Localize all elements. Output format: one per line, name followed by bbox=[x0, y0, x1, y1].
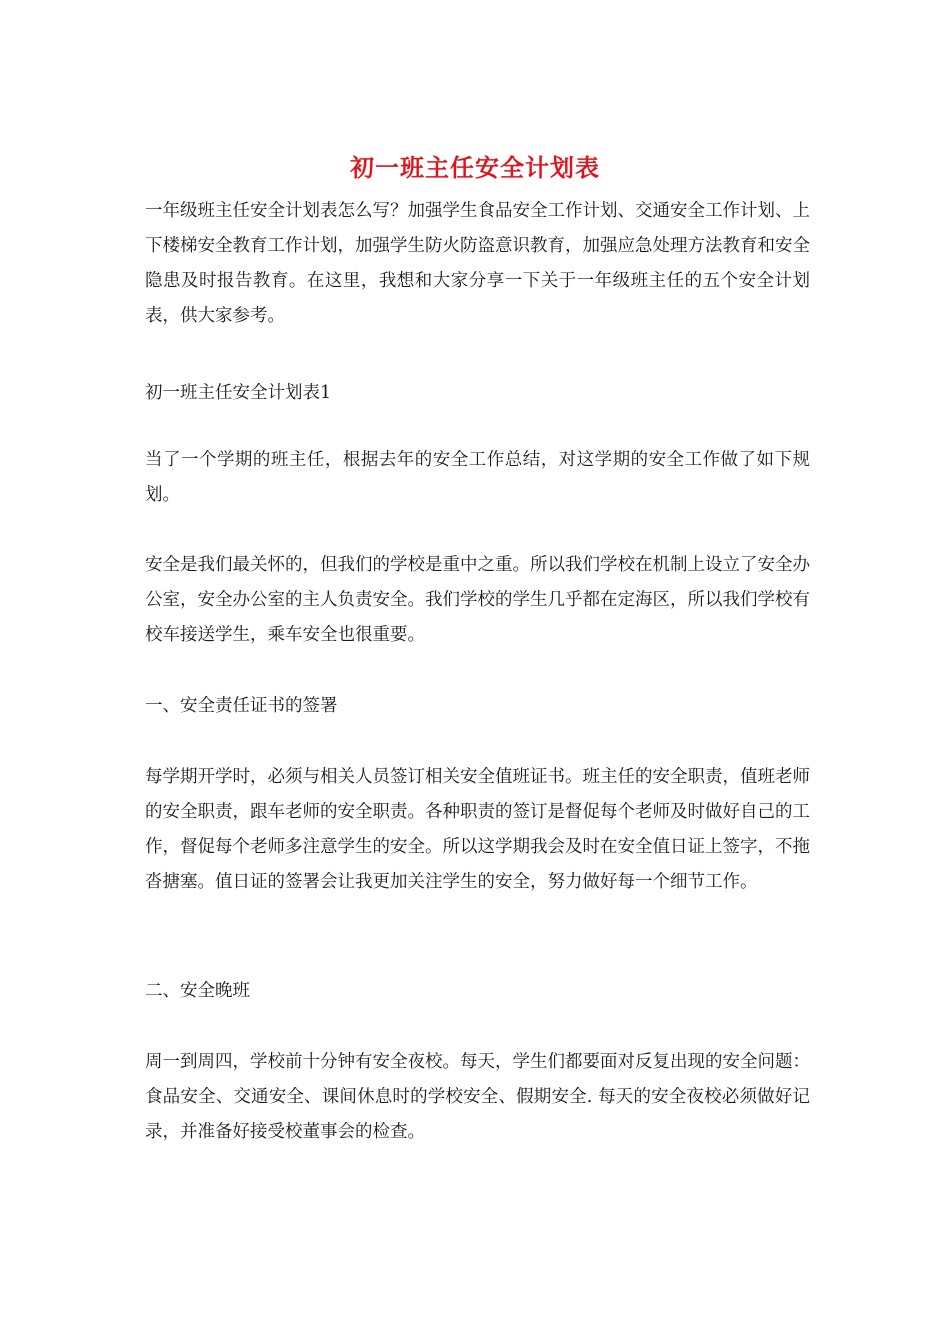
section-subtitle: 初一班主任安全计划表1 bbox=[145, 383, 332, 403]
body-paragraph: 安全是我们最关怀的，但我们的学校是重中之重。所以我们学校在机制上设立了安全办公室，安全办公室的主人负责安全。我们学校的学生几乎都在定海区，所以我们学校有校车接送学生，乘车安全也很重要。 bbox=[145, 555, 810, 645]
body-paragraph: 当了一个学期的班主任，根据去年的安全工作总结，对这学期的安全工作做了如下规划。 bbox=[145, 450, 810, 505]
section-heading: 二、安全晚班 bbox=[145, 981, 250, 1001]
body-paragraph: 每学期开学时，必须与相关人员签订相关安全值班证书。班主任的安全职责，值班老师的安全职责，跟车老师的安全职责。各种职责的签订是督促每个老师及时做好自己的工作，督促每个老师多注意学生的安全。所以这学期我会及时在安全值日证上签字，不拖沓搪塞。值日证的签署会让我更加关注学生的安全，努力做好每一个细节工作。 bbox=[145, 767, 810, 892]
document-title: 初一班主任安全计划表 bbox=[350, 153, 600, 182]
body-paragraph: 周一到周四，学校前十分钟有安全夜校。每天，学生们都要面对反复出现的安全问题：食品安全、交通安全、课间休息时的学校安全、假期安全. 每天的安全夜校必须做好记录，并准备好接受校董事会的检查。 bbox=[145, 1052, 810, 1142]
section-heading: 一、安全责任证书的签署 bbox=[145, 696, 338, 716]
intro-paragraph: 一年级班主任安全计划表怎么写？加强学生食品安全工作计划、交通安全工作计划、上下楼梯安全教育工作计划，加强学生防火防盗意识教育，加强应急处理方法教育和安全隐患及时报告教育。在这里，我想和大家分享一下关于一年级班主任的五个安全计划表，供大家参考。 bbox=[145, 201, 810, 326]
